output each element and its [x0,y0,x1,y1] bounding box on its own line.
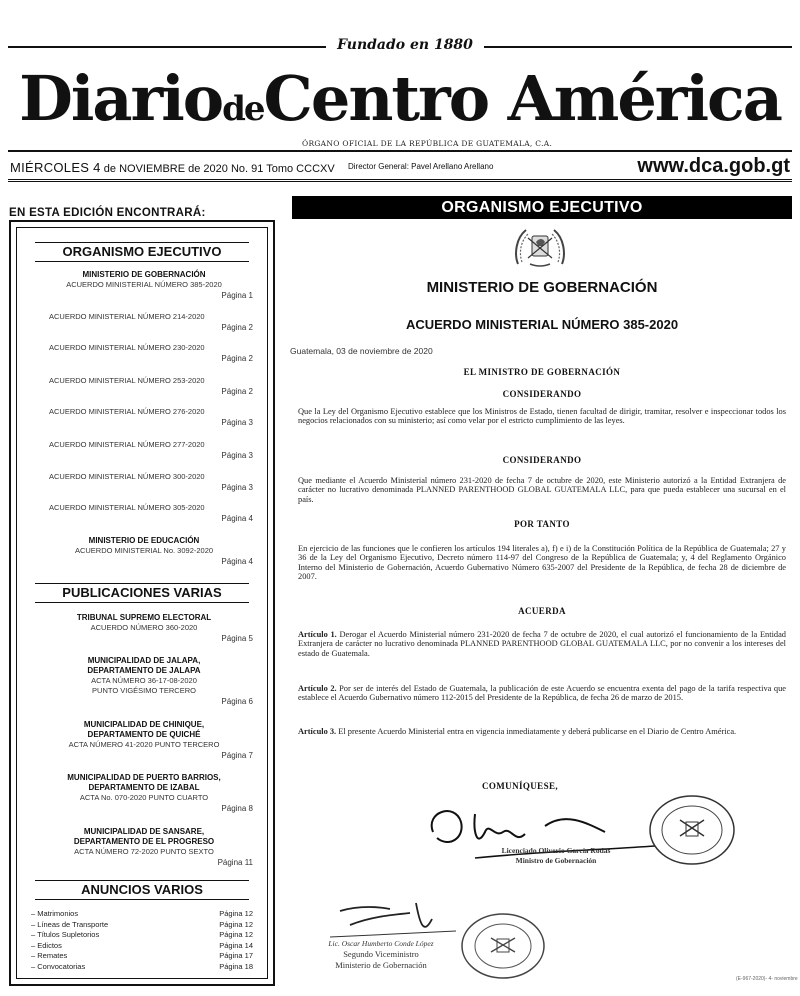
entry-page: Página 5 [221,634,253,643]
por-tanto-text: En ejercicio de las funciones que le confieren los artículos 194 literales a), f) e i) de la Constitución Política de la República de Guatemala; 27 y 36 de la Ley del Organismo Ejecutivo, Decreto número 114-97 del Congreso de la República de Guatemala; y, 4 del Reglamento Orgánico Interno del Ministerio de Gobernación, Acuerdo Gubernativo Número 635-2007 del Presidente de la República, de fecha 28 de diciembre de 2007. [298,544,786,581]
entry-act: ACUERDO MINISTERIAL NÚMERO 253-2020 [49,376,205,385]
article-3-label: Artículo 3. [298,727,337,736]
entry-organization: MUNICIPALIDAD DE CHINIQUE, [83,720,205,729]
article-2-label: Artículo 2. [298,684,337,693]
entry-act: ACUERDO MINISTERIAL NÚMERO 300-2020 [49,472,205,481]
announcement-item[interactable] [31,951,253,962]
article-2-text: Por ser de interés del Estado de Guatemala, la publicación de este Acuerdo se encuentra exenta del pago de la tarifa respectiva que establece el Acuerdo Gubernativo número 112-2015 del Presidente de la República, de fecha 26 de marzo de 2015. [298,684,786,703]
announcement-page: Página 12 [219,909,253,918]
announcement-label: – Remates [31,951,68,960]
considerando-text-2: Que mediante el Acuerdo Ministerial número 231-2020 de fecha 7 de octubre de 2020, este Ministerio autorizó a la Entidad Extranjera de carácter no lucrativo denominada PLANNED PARENTHOOD GLOBAL GUATEMALA LLC, para que pueda establecer una sucursal en el país. [298,476,786,504]
entry-page: Página 2 [221,323,253,332]
entry-act: ACUERDO MINISTERIAL NÚMERO 214-2020 [49,312,205,321]
signer-2-ministry: Ministerio de Gobernación [335,960,427,970]
entry-organization: MUNICIPALIDAD DE JALAPA, [87,656,201,665]
contents-entry[interactable] [35,720,253,762]
contents-entry[interactable] [35,376,253,398]
considerando-text-1: Que la Ley del Organismo Ejecutivo establece que los Ministros de Estado, tienen facultad de dirigir, tramitar, resolver e inspeccionar todos los negocios relacionados con su ministerio; así como velar por el estricto cumplimiento de las leyes. [298,407,786,426]
contents-entry[interactable] [35,343,253,365]
entry-page: Página 2 [221,387,253,396]
founded-line [8,36,792,56]
vice-ministry-stamp-icon [458,910,548,982]
signer-2-name: Lic. Oscar Humberto Conde López [328,939,434,948]
entry-act: ACUERDO MINISTERIAL NÚMERO 277-2020 [49,440,205,449]
entry-organization-line2: DEPARTAMENTO DE IZABAL [88,783,200,792]
entry-page: Página 3 [221,451,253,460]
announcement-label: – Matrimonios [31,909,79,918]
announcement-item[interactable] [31,920,253,931]
announcements-list [31,909,253,972]
entry-act: ACUERDO MINISTERIAL No. 3092-2020 [74,546,214,555]
masthead-subtitle: ÓRGANO OFICIAL DE LA REPÚBLICA DE GUATEMALA, C.A. [302,139,553,148]
entry-organization-line2: DEPARTAMENTO DE EL PROGRESO [73,837,215,846]
entry-act: ACUERDO NÚMERO 360-2020 [90,623,198,632]
acuerda-heading: ACUERDA [518,606,566,616]
entry-page: Página 8 [221,804,253,813]
dateline-bar [8,150,792,182]
ministry-title: MINISTERIO DE GOBERNACIÓN [426,279,658,296]
contents-entry[interactable] [35,472,253,494]
article-1-label: Artículo 1. [298,630,337,639]
article-3-text: El presente Acuerdo Ministerial entra en vigencia inmediatamente y deberá publicarse en el Diario de Centro América. [336,727,737,736]
contents-inner-frame [16,227,268,979]
entry-page: Página 3 [221,483,253,492]
entry-page: Página 2 [221,354,253,363]
contents-entry[interactable] [35,827,253,869]
entry-act-line2: PUNTO VIGÉSIMO TERCERO [92,686,196,695]
logo-part-centro-america: Centro América [263,62,781,135]
founded-rule-left [8,46,326,48]
announcement-label: – Convocatorias [31,961,86,971]
contents-entry[interactable] [35,440,253,462]
contents-entry[interactable] [35,312,253,334]
signer-1-title: Ministro de Gobernación [515,856,597,865]
announcement-label: – Edictos [31,940,62,950]
founded-rule-right [484,46,792,48]
announcement-page: Página 14 [219,940,253,950]
contents-entry[interactable] [35,270,253,302]
founded-text: Fundado en 1880 [337,37,473,53]
contents-entry[interactable] [35,407,253,429]
coat-of-arms-icon [512,224,568,268]
contents-entry[interactable] [35,536,253,568]
entry-act: ACUERDO MINISTERIAL NÚMERO 305-2020 [49,503,205,512]
article-3 [298,727,786,736]
authority-heading: EL MINISTRO DE GOBERNACIÓN [463,367,621,377]
considerando-heading-2: CONSIDERANDO [502,455,582,465]
announcement-label: – Líneas de Transporte [31,919,109,929]
considerando-heading-1: CONSIDERANDO [502,389,582,399]
signer-2-title: Segundo Viceministro [343,949,419,959]
entry-page: Página 6 [221,697,253,706]
contents-sidebar [9,220,275,986]
article-1 [298,630,786,658]
agreement-title: ACUERDO MINISTERIAL NÚMERO 385-2020 [405,317,679,332]
entry-organization: TRIBUNAL SUPREMO ELECTORAL [76,613,212,622]
place-date: Guatemala, 03 de noviembre de 2020 [290,346,433,356]
entry-organization: MUNICIPALIDAD DE PUERTO BARRIOS, [67,773,221,782]
entry-organization-line2: DEPARTAMENTO DE JALAPA [87,666,201,675]
signer-2-block [306,938,456,971]
article-1-text: Derogar el Acuerdo Ministerial número 231-2020 de fecha 7 de octubre de 2020, el cual autorizó el funcionamiento de la Entidad Extranjera de carácter no lucrativo denominada PLANNED PARENTHOOD GLOBAL GUATEMALA LLC, por no convenir a los intereses del estado de Guatemala. [298,630,786,658]
announcement-item[interactable] [31,909,253,920]
website-link[interactable]: www.dca.gob.gt [637,155,790,177]
signer-1-block [486,846,626,866]
contents-entry[interactable] [35,773,253,815]
contents-entry[interactable] [35,503,253,525]
entry-act: ACTA No. 070-2020 PUNTO CUARTO [79,793,209,802]
signer-1-name: Licenciado Oliverio García Rodas [501,846,611,855]
entry-page: Página 4 [221,514,253,523]
entry-act: ACUERDO MINISTERIAL NÚMERO 230-2020 [49,343,205,352]
announcement-item[interactable] [31,930,253,941]
contents-entry[interactable] [35,656,253,708]
publication-code: (E-967-2020)- 4- noviembre [736,976,798,982]
section-heading-publications: PUBLICACIONES VARIAS [35,583,249,603]
announcement-label: – Títulos Supletorios [31,930,100,939]
edition-heading: EN ESTA EDICIÓN ENCONTRARÁ: [9,207,206,219]
announcement-page: Página 12 [219,930,253,939]
section-heading-executive: ORGANISMO EJECUTIVO [35,242,249,262]
entry-act: ACUERDO MINISTERIAL NÚMERO 385-2020 [66,280,222,289]
ministry-stamp-icon [646,792,738,868]
entry-organization-line2: DEPARTAMENTO DE QUICHÉ [87,730,201,739]
entry-page: Página 4 [221,557,253,566]
announcement-item[interactable] [31,962,253,973]
section-heading-announcements: ANUNCIOS VARIOS [35,880,249,900]
por-tanto-heading: POR TANTO [514,519,570,529]
entry-page: Página 3 [221,418,253,427]
entry-act: ACTA NÚMERO 36-17-08-2020 [91,676,197,685]
issue-date-rest: de NOVIEMBRE de 2020 No. 91 Tomo CCCXV [103,163,335,175]
director-line: Director General: Pavel Arellano Arellano [348,162,494,171]
contents-entry[interactable] [35,613,253,645]
logo-part-de: de [222,89,264,129]
announcement-page: Página 12 [219,919,253,929]
entry-act: ACTA NÚMERO 41-2020 PUNTO TERCERO [68,740,220,749]
entry-act: ACUERDO MINISTERIAL NÚMERO 276-2020 [49,407,205,416]
entry-organization: MINISTERIO DE EDUCACIÓN [88,536,200,545]
logo-part-diario: Diario [19,62,223,135]
entry-act: ACTA NÚMERO 72-2020 PUNTO SEXTO [74,847,214,856]
issue-date [10,160,335,175]
entry-page: Página 11 [217,858,253,867]
announcement-page: Página 17 [219,951,253,960]
issue-day: MIÉRCOLES 4 [10,160,101,175]
entry-page: Página 7 [221,751,253,760]
article-2 [298,684,786,703]
entry-page: Página 1 [221,291,253,300]
newspaper-logo [8,55,792,145]
section-banner: ORGANISMO EJECUTIVO [292,196,792,219]
closing-text: COMUNÍQUESE, [481,781,559,791]
entry-organization: MINISTERIO DE GOBERNACIÓN [82,270,206,279]
announcement-item[interactable] [31,941,253,952]
entry-organization: MUNICIPALIDAD DE SANSARE, [83,827,205,836]
announcement-page: Página 18 [219,961,253,971]
